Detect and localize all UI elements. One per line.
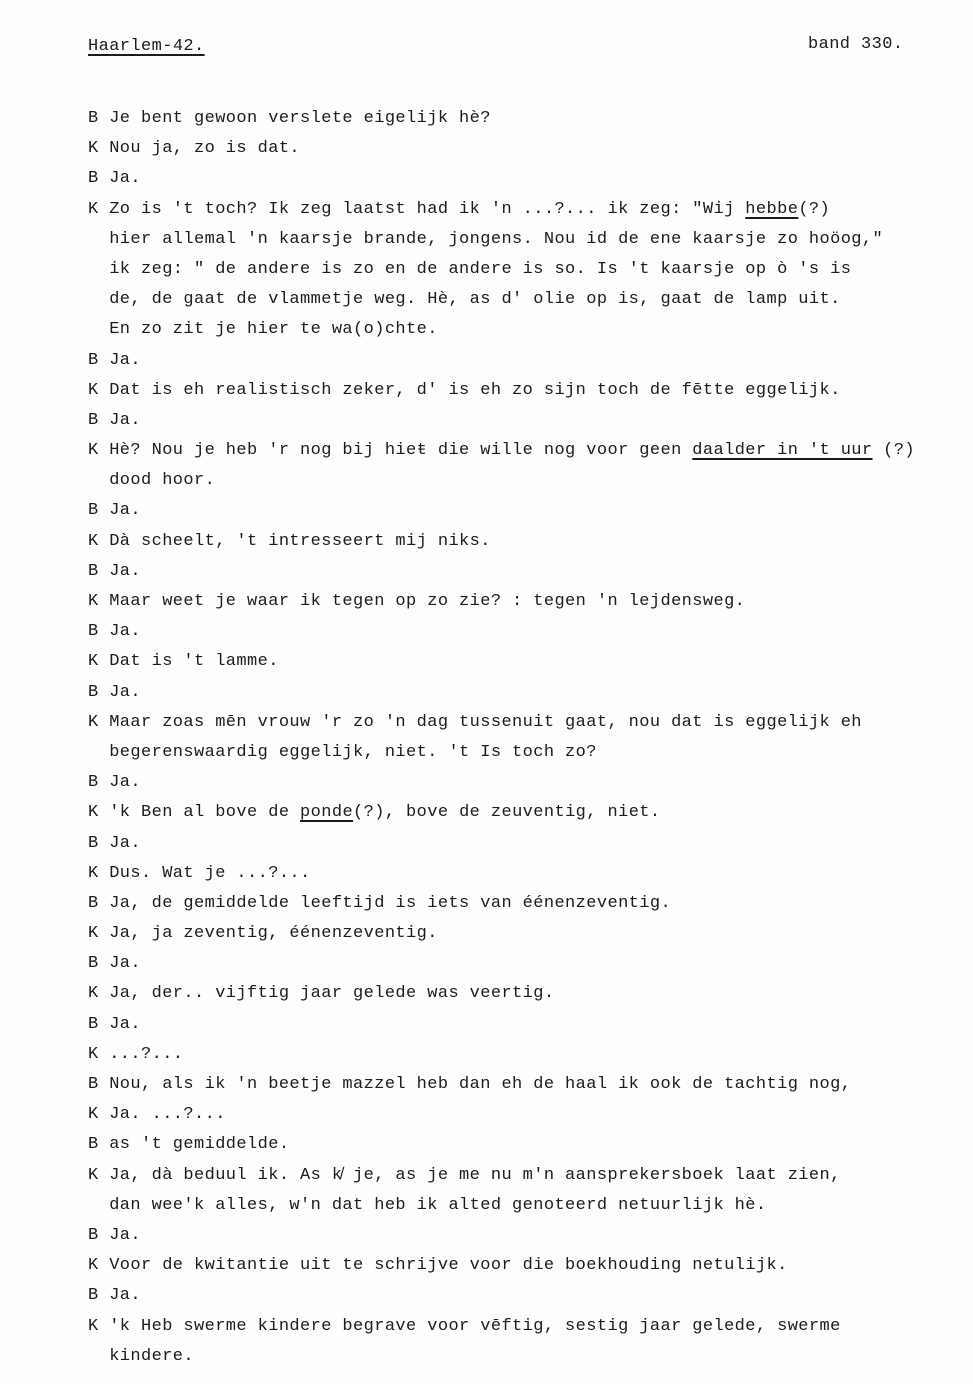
speaker-label: K [88, 380, 99, 400]
line-text: En zo zit je hier te wa(o)chte. [109, 320, 438, 340]
speaker-label: B [88, 501, 99, 521]
transcript-turn [88, 1130, 948, 1160]
transcript-line [88, 104, 948, 134]
transcript-line [88, 285, 948, 315]
transcript-turn [88, 617, 948, 647]
transcript-turn [88, 587, 948, 617]
speaker-label: B [88, 1014, 99, 1034]
transcript-line [88, 1130, 948, 1160]
line-text: Ja. [109, 833, 141, 853]
transcript-line [88, 617, 948, 647]
transcript-line [88, 708, 948, 738]
transcript-turn [88, 1161, 948, 1221]
speaker-label: K [88, 863, 99, 883]
line-text: dan wee'k alles, w'n dat heb ik alted genoteerd netuurlijk hè. [109, 1195, 767, 1215]
transcript-line [88, 798, 948, 828]
transcript-line [88, 1312, 948, 1342]
transcript-line [88, 1040, 948, 1070]
line-text: Ja. [109, 954, 141, 974]
document-reference: Haarlem-42. [88, 37, 205, 56]
line-text: Je bent gewoon verslete eigelijk hè? [109, 109, 491, 128]
transcript-line [88, 1281, 948, 1311]
transcript-line [88, 164, 948, 194]
line-text: begerenswaardig eggelijk, niet. 't Is toch zo? [109, 742, 597, 762]
tape-number: band 330. [808, 35, 904, 54]
speaker-label: B [88, 109, 99, 128]
line-text: Voor de kwitantie uit te schrijve voor die boekhouding netulijk. [109, 1256, 788, 1276]
transcript-line [88, 315, 948, 345]
transcript-turn [88, 496, 948, 526]
transcript-line [88, 738, 948, 768]
speaker-label: B [88, 410, 99, 430]
line-text: Ja. [109, 1014, 141, 1034]
transcript-turn [88, 829, 948, 859]
transcript-turn [88, 708, 948, 768]
transcript-line [88, 889, 948, 919]
speaker-label: B [88, 622, 99, 642]
transcript-line [88, 1010, 948, 1040]
transcript-line [88, 829, 948, 859]
transcript-line [88, 1070, 948, 1100]
line-text: Ja. [109, 1286, 141, 1306]
transcript-turn [88, 798, 948, 828]
speaker-label: B [88, 682, 99, 702]
line-text: Ja. [109, 350, 141, 370]
transcript-line [88, 255, 948, 285]
transcript-line [88, 195, 948, 225]
speaker-label: B [88, 1075, 99, 1094]
transcript-turn [88, 164, 948, 194]
line-text: Dat is eh realistisch zeker, d' is eh zo sijn toch de fētte eggelijk. [109, 380, 841, 400]
speaker-label: K [88, 652, 99, 672]
line-text: Hè? Nou je heb 'r nog bij hieŧ die wille nog voor geen [109, 441, 693, 461]
line-text: Zo is 't toch? Ik zeg laatst had ik 'n ...?... ik zeg: "Wij [109, 199, 746, 219]
underlined-text: hebbe [745, 199, 799, 219]
speaker-label: K [88, 1165, 99, 1185]
transcript-line [88, 1221, 948, 1251]
speaker-label: B [88, 1135, 99, 1155]
line-text: Ja, ja zeventig, éénenzeventig. [109, 924, 438, 944]
speaker-label: B [88, 1286, 99, 1306]
speaker-label: B [88, 773, 99, 793]
transcript-turn [88, 1312, 948, 1372]
transcript-turn [88, 647, 948, 677]
line-text: Dà scheelt, 't intresseert mij niks. [109, 531, 491, 551]
speaker-label: K [88, 803, 99, 823]
transcript-line [88, 466, 948, 496]
line-text: Ja. [109, 410, 141, 430]
transcript-turn [88, 436, 948, 496]
speaker-label: B [88, 954, 99, 974]
speaker-label: K [88, 1316, 99, 1336]
speaker-label: K [88, 1256, 99, 1276]
line-text: ...?... [109, 1044, 184, 1064]
speaker-label: B [88, 169, 99, 189]
transcript-line [88, 346, 948, 376]
transcript-turn [88, 527, 948, 557]
line-text: as 't gemiddelde. [109, 1135, 290, 1155]
speaker-label: K [88, 1105, 99, 1125]
transcript-line [88, 527, 948, 557]
line-text: kindere. [109, 1346, 195, 1366]
transcript-line [88, 949, 948, 979]
transcript-turn [88, 134, 948, 164]
transcript-turn [88, 889, 948, 919]
speaker-label: B [88, 1225, 99, 1245]
transcript-line [88, 225, 948, 255]
transcript-line [88, 979, 948, 1009]
transcript-turn [88, 104, 948, 134]
line-text: (?), bove de zeuventig, niet. [353, 803, 661, 823]
line-text: Ja. [109, 622, 141, 642]
transcript-line [88, 859, 948, 889]
speaker-label: K [88, 139, 99, 159]
line-text: 'k Heb swerme kindere begrave voor vēftig, sestig jaar gelede, swerme [109, 1316, 841, 1336]
line-text: Ja. [109, 682, 141, 702]
line-text: Ja. [109, 561, 141, 581]
line-text: Ja, de gemiddelde leeftijd is iets van éénenzeventig. [109, 893, 672, 913]
speaker-label: B [88, 833, 99, 853]
line-text: Dus. Wat je ...?... [109, 863, 311, 883]
speaker-label: K [88, 592, 99, 611]
line-text: de, de gaat de vlammetje weg. Hè, as d' olie op is, gaat de lamp uit. [109, 290, 841, 310]
line-text: Ja, der.. vijftig jaar gelede was veertig. [109, 984, 555, 1004]
line-text: (?) [798, 199, 831, 219]
speaker-label: K [88, 199, 99, 219]
transcript-turn [88, 678, 948, 708]
speaker-label: B [88, 893, 99, 913]
speaker-label: K [88, 924, 99, 944]
speaker-label: K [88, 531, 99, 551]
line-text: Maar zoas mēn vrouw 'r zo 'n dag tussenuit gaat, nou dat is eggelijk eh [109, 712, 862, 732]
line-text: Nou, als ik 'n beetje mazzel heb dan eh de haal ik ook de tachtig nog, [109, 1075, 852, 1094]
line-text: (?) [872, 441, 915, 461]
speaker-label: K [88, 441, 99, 461]
transcript [88, 104, 948, 1372]
speaker-label: B [88, 350, 99, 370]
speaker-label: K [88, 984, 99, 1004]
line-text: Nou ja, zo is dat. [109, 139, 301, 159]
underlined-text: daalder in 't uur [692, 441, 873, 461]
transcript-turn [88, 195, 948, 346]
transcript-line [88, 768, 948, 798]
transcript-turn [88, 1281, 948, 1311]
transcript-turn [88, 1040, 948, 1070]
line-text: Dat is 't lamme. [109, 652, 279, 672]
transcript-line [88, 678, 948, 708]
transcript-turn [88, 979, 948, 1009]
line-text: Ja. [109, 773, 141, 793]
line-text: Ja. [109, 169, 141, 189]
transcript-line [88, 1100, 948, 1130]
transcript-line [88, 587, 948, 617]
transcript-line [88, 436, 948, 466]
line-text: Maar weet je waar ik tegen op zo zie? : tegen 'n lejdensweg. [109, 592, 746, 611]
transcript-turn [88, 1221, 948, 1251]
line-text: Ja, dà beduul ik. As k̸ je, as je me nu m'n aansprekersboek laat zien, [109, 1165, 841, 1185]
transcript-line [88, 1161, 948, 1191]
line-text: Ja. [109, 1225, 141, 1245]
transcript-turn [88, 346, 948, 376]
transcript-turn [88, 1100, 948, 1130]
transcript-line [88, 1191, 948, 1221]
transcript-turn [88, 768, 948, 798]
transcript-turn [88, 859, 948, 889]
speaker-label: K [88, 712, 99, 732]
transcript-line [88, 406, 948, 436]
transcript-turn [88, 557, 948, 587]
line-text: 'k Ben al bove de [109, 803, 301, 823]
transcript-line [88, 919, 948, 949]
underlined-text: ponde [300, 803, 354, 823]
line-text: ik zeg: " de andere is zo en de andere is so. Is 't kaarsje op ò 's is [109, 259, 852, 279]
transcript-turn [88, 949, 948, 979]
transcript-line [88, 1251, 948, 1281]
speaker-label: K [88, 1044, 99, 1064]
transcript-line [88, 557, 948, 587]
transcript-line [88, 134, 948, 164]
transcript-line [88, 647, 948, 677]
transcript-turn [88, 406, 948, 436]
transcript-turn [88, 1010, 948, 1040]
transcript-turn [88, 376, 948, 406]
line-text: Ja. [109, 501, 141, 521]
transcript-turn [88, 919, 948, 949]
line-text: Ja. ...?... [109, 1105, 226, 1125]
transcript-turn [88, 1070, 948, 1100]
transcript-turn [88, 1251, 948, 1281]
transcript-line [88, 1342, 948, 1372]
transcript-line [88, 496, 948, 526]
line-text: dood hoor. [109, 471, 216, 491]
transcript-line [88, 376, 948, 406]
line-text: hier allemal 'n kaarsje brande, jongens. Nou id de ene kaarsje zo hoöog," [109, 229, 884, 249]
speaker-label: B [88, 561, 99, 581]
